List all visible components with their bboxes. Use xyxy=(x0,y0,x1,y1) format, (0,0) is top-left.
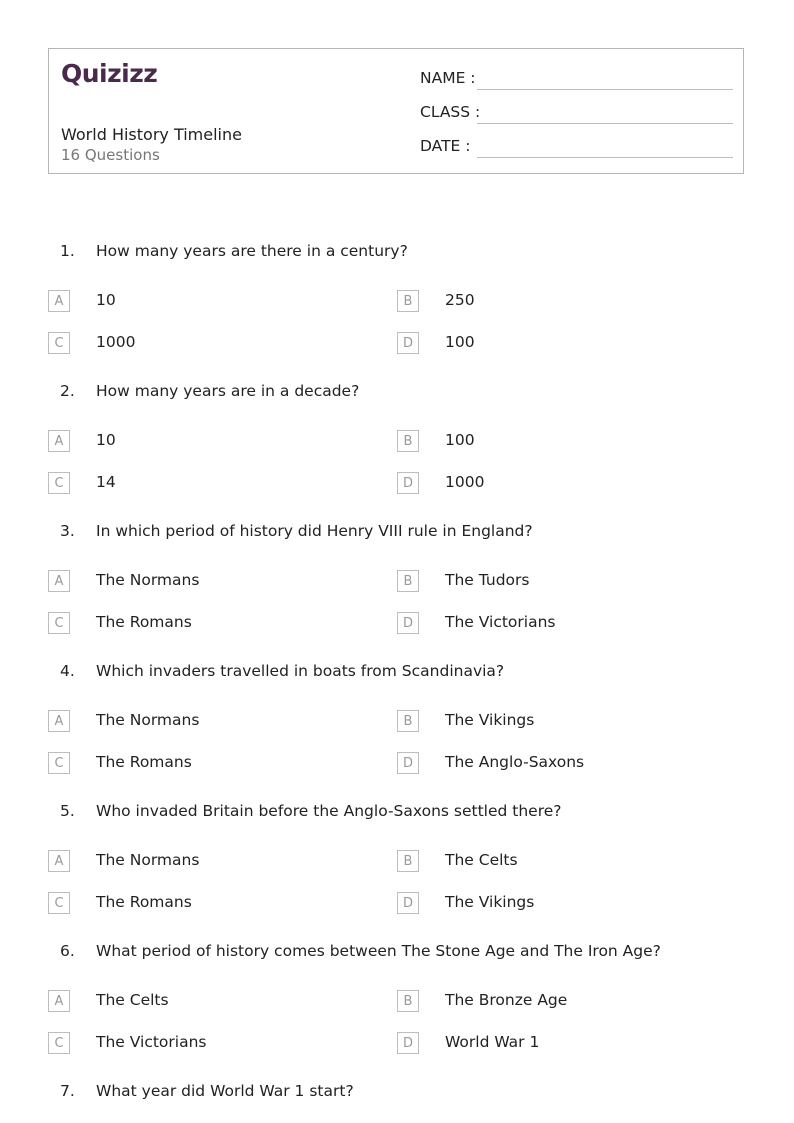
question-number: 5. xyxy=(60,802,75,820)
option-letter-box[interactable]: A xyxy=(48,990,70,1012)
option-text: 14 xyxy=(96,473,116,491)
option-text: The Celts xyxy=(96,991,169,1009)
option-text: The Tudors xyxy=(445,571,530,589)
option-text: 1000 xyxy=(96,333,136,351)
option-letter-box[interactable]: C xyxy=(48,332,70,354)
option-text: The Vikings xyxy=(445,893,535,911)
option-text: 100 xyxy=(445,333,475,351)
date-field[interactable] xyxy=(477,157,733,158)
option-letter-box[interactable]: D xyxy=(397,472,419,494)
option-letter-box[interactable]: D xyxy=(397,612,419,634)
option-letter-box[interactable]: B xyxy=(397,990,419,1012)
class-label: CLASS : xyxy=(420,103,481,121)
option-letter-box[interactable]: B xyxy=(397,850,419,872)
question-text: In which period of history did Henry VIII rule in England? xyxy=(96,522,533,540)
question-text: How many years are in a decade? xyxy=(96,382,360,400)
option-letter-box[interactable]: B xyxy=(397,570,419,592)
option-letter-box[interactable]: D xyxy=(397,752,419,774)
option-text: 100 xyxy=(445,431,475,449)
option-text: World War 1 xyxy=(445,1033,540,1051)
question-text: Which invaders travelled in boats from Scandinavia? xyxy=(96,662,505,680)
option-letter-box[interactable]: C xyxy=(48,1032,70,1054)
option-letter-box[interactable]: A xyxy=(48,570,70,592)
option-text: The Vikings xyxy=(445,711,535,729)
worksheet-title: World History Timeline xyxy=(61,125,242,144)
option-letter-box[interactable]: C xyxy=(48,892,70,914)
class-field[interactable] xyxy=(477,123,733,124)
question-count: 16 Questions xyxy=(61,146,160,164)
option-text: The Normans xyxy=(96,851,200,869)
option-letter-box[interactable]: C xyxy=(48,472,70,494)
option-letter-box[interactable]: C xyxy=(48,612,70,634)
option-text: The Bronze Age xyxy=(445,991,568,1009)
question-text: How many years are there in a century? xyxy=(96,242,408,260)
option-text: The Romans xyxy=(96,753,192,771)
question-text: Who invaded Britain before the Anglo-Saxons settled there? xyxy=(96,802,562,820)
name-label: NAME : xyxy=(420,69,476,87)
option-text: The Romans xyxy=(96,613,192,631)
question-number: 1. xyxy=(60,242,75,260)
option-letter-box[interactable]: A xyxy=(48,710,70,732)
option-letter-box[interactable]: D xyxy=(397,1032,419,1054)
question-number: 6. xyxy=(60,942,75,960)
option-text: 1000 xyxy=(445,473,485,491)
option-letter-box[interactable]: B xyxy=(397,430,419,452)
option-text: The Anglo-Saxons xyxy=(445,753,585,771)
question-text: What year did World War 1 start? xyxy=(96,1082,354,1100)
option-letter-box[interactable]: A xyxy=(48,850,70,872)
option-text: The Romans xyxy=(96,893,192,911)
option-text: The Victorians xyxy=(96,1033,207,1051)
worksheet-header xyxy=(48,48,744,174)
option-text: 250 xyxy=(445,291,475,309)
option-text: The Celts xyxy=(445,851,518,869)
option-text: 10 xyxy=(96,291,116,309)
option-text: The Normans xyxy=(96,711,200,729)
option-letter-box[interactable]: A xyxy=(48,290,70,312)
option-letter-box[interactable]: D xyxy=(397,892,419,914)
option-text: The Victorians xyxy=(445,613,556,631)
option-letter-box[interactable]: D xyxy=(397,332,419,354)
question-number: 4. xyxy=(60,662,75,680)
option-text: 10 xyxy=(96,431,116,449)
date-label: DATE : xyxy=(420,137,471,155)
option-letter-box[interactable]: A xyxy=(48,430,70,452)
question-number: 7. xyxy=(60,1082,75,1100)
question-number: 2. xyxy=(60,382,75,400)
option-letter-box[interactable]: C xyxy=(48,752,70,774)
question-number: 3. xyxy=(60,522,75,540)
name-field[interactable] xyxy=(477,89,733,90)
option-letter-box[interactable]: B xyxy=(397,710,419,732)
option-letter-box[interactable]: B xyxy=(397,290,419,312)
quizizz-logo: Quizizz xyxy=(61,59,158,88)
question-text: What period of history comes between The Stone Age and The Iron Age? xyxy=(96,942,661,960)
option-text: The Normans xyxy=(96,571,200,589)
